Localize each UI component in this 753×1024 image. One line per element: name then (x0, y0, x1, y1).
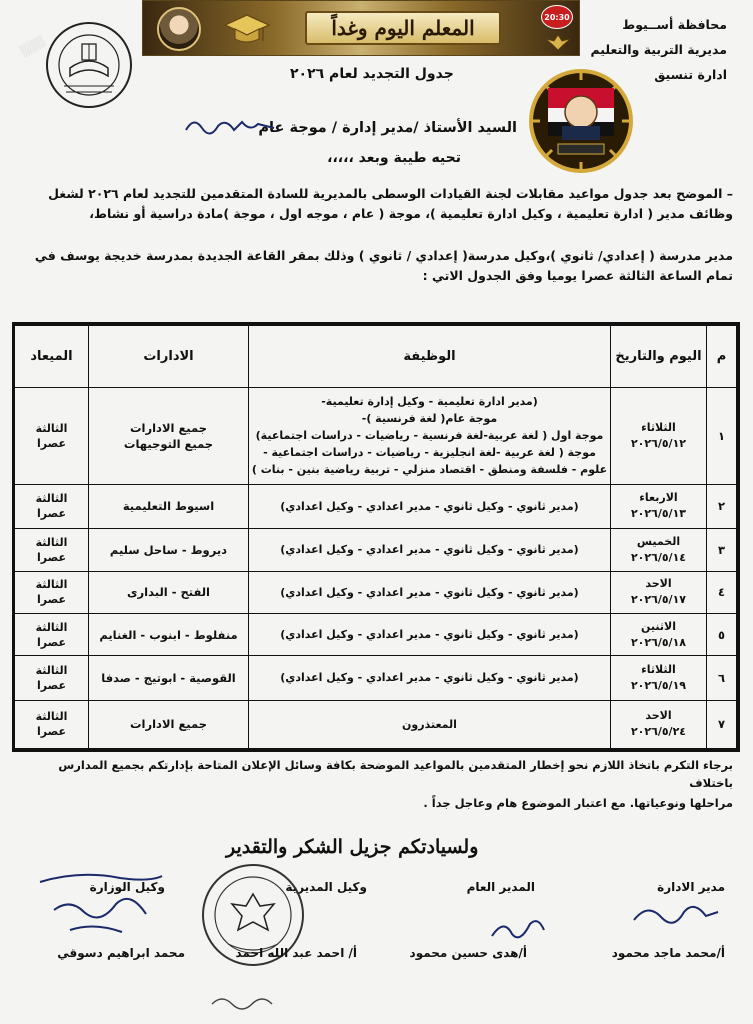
row-job-line: (مدير ثانوي - وكيل ثانوي - مدير اعدادي - وكيل اعدادي) (280, 628, 579, 642)
sig-role-deputy-directorate: وكيل المديرية (285, 880, 367, 894)
handwritten-name-signature (182, 110, 278, 140)
schedule-table (12, 322, 740, 752)
table-row (15, 484, 737, 528)
row-day: الثلاثاء (641, 420, 676, 434)
sig-role-general-director: المدير العام (466, 880, 535, 894)
row-time-line: عصرا (37, 635, 66, 649)
sig-role-admin-director: مدير الادارة (657, 880, 725, 894)
row-admins (89, 613, 249, 655)
row-admins (89, 529, 249, 571)
row-day: الاحد (645, 577, 672, 591)
row-time-line: الثالثة (35, 620, 68, 634)
row-number: ٢ (707, 484, 737, 528)
row-date: ٢٠٢٦/٥/٢٤ (630, 725, 687, 739)
row-job (249, 613, 611, 655)
row-job-line: علوم - فلسفة ومنطق - اقتصاد منزلي - تربية رياضية بنين - بنات ) (251, 463, 608, 477)
row-day: الثلاثاء (641, 662, 676, 676)
table-body (15, 388, 737, 749)
header-num: م (707, 326, 737, 388)
row-job-line: موجة اول ( لغة عربية-لغة فرنسية - رياضيات - دراسات اجتماعية) (255, 429, 604, 443)
salutation: السيد الأستاذ /مدير إدارة / موجة عام (258, 120, 517, 136)
header-time: الميعاد (15, 326, 89, 388)
row-time-line: الثالثة (35, 421, 68, 435)
row-job (249, 388, 611, 485)
row-day-date (611, 700, 707, 748)
row-job-line: (مدير ادارة تعليمية - وكيل إدارة تعليمية- (321, 395, 538, 409)
row-number: ١ (707, 388, 737, 485)
row-day-date (611, 571, 707, 613)
row-day-date (611, 388, 707, 485)
watermark: ▒▒▒ (18, 34, 47, 59)
row-time-line: الثالثة (35, 535, 68, 549)
bottom-scribble (208, 992, 280, 1014)
row-job-line: موجة عام( لغة فرنسية )- (361, 412, 498, 426)
row-time (15, 656, 89, 700)
banner-title: المعلم اليوم وغداً (305, 11, 501, 45)
row-admins (89, 571, 249, 613)
row-admins (89, 656, 249, 700)
row-day-date (611, 484, 707, 528)
table-row (15, 700, 737, 748)
row-number: ٥ (707, 613, 737, 655)
document-title: جدول التجديد لعام ٢٠٢٦ (290, 66, 454, 82)
row-time-line: عصرا (37, 550, 66, 564)
year-badge: 20:30 (541, 5, 573, 29)
table-row (15, 388, 737, 485)
row-day: الاحد (645, 709, 672, 723)
greeting: تحيه طيبة وبعد ،،،،، (327, 150, 461, 166)
row-day: الاربعاء (639, 491, 678, 505)
row-admins (89, 388, 249, 485)
directorate-label: مديرية التربية والتعليم (590, 42, 727, 57)
table-row (15, 529, 737, 571)
row-date: ٢٠٢٦/٥/١٨ (630, 635, 687, 649)
row-admin-line: القوصية - ابوتيج - صدفا (101, 670, 236, 685)
row-time (15, 700, 89, 748)
row-job (249, 484, 611, 528)
banner-avatar (157, 7, 201, 51)
top-banner (142, 0, 580, 56)
eagle-icon (545, 33, 571, 51)
row-admins (89, 484, 249, 528)
row-job-line: (مدير ثانوي - وكيل ثانوي - مدير اعدادي - وكيل اعدادي) (280, 499, 579, 513)
graduation-cap-icon (223, 11, 271, 47)
row-number: ٦ (707, 656, 737, 700)
directorate-seal-icon (44, 20, 134, 110)
closing-line-1: برجاء التكرم باتخاذ اللازم نحو إخطار المتقدمين بالمواعيد الموضحة بكافة وسائل الإعلان المتاحة بإدارتكم بجميع المدارس باختلاف (58, 758, 733, 790)
header-day: اليوم والتاريخ (611, 326, 707, 388)
row-date: ٢٠٢٦/٥/١٧ (630, 593, 687, 607)
row-job (249, 700, 611, 748)
row-day: الخميس (636, 534, 681, 548)
sig-name-admin-director: أ/محمد ماجد محمود (611, 946, 725, 960)
sig-name-deputy-directorate: أ/ احمد عبد الله احمد (235, 946, 357, 960)
row-number: ٣ (707, 529, 737, 571)
row-admin-line: اسيوط التعليمية (122, 499, 215, 514)
row-time-line: عصرا (37, 725, 66, 739)
sig-name-deputy-ministry: محمد ابراهيم دسوقي (57, 946, 185, 960)
header-admins: الادارات (89, 326, 249, 388)
row-admins (89, 700, 249, 748)
intro-paragraph-2: مدير مدرسة ( إعدادي/ ثانوي )،وكيل مدرسة( إعدادي / ثانوي ) وذلك بمقر القاعة الجديدة بمدرسة خديجة يوسف في تمام الساعة الثالثة عصرا يوميا وفق الجدول الاتي : (34, 248, 733, 283)
signature-admin-director (628, 892, 724, 936)
row-time-line: الثالثة (35, 492, 68, 506)
table-row (15, 571, 737, 613)
table-header-row (15, 326, 737, 388)
row-time-line: عصرا (37, 436, 66, 450)
row-time (15, 529, 89, 571)
row-admin-line: جميع التوجيهات (123, 436, 214, 451)
row-job (249, 529, 611, 571)
row-job (249, 571, 611, 613)
row-time-line: الثالثة (35, 578, 68, 592)
row-day-date (611, 613, 707, 655)
row-time-line: عصرا (37, 678, 66, 692)
row-job-line: (مدير ثانوي - وكيل ثانوي - مدير اعدادي - وكيل اعدادي) (280, 671, 579, 685)
row-date: ٢٠٢٦/٥/١٢ (630, 436, 687, 450)
row-admin-line: منفلوط - ابنوب - الغنايم (99, 627, 238, 642)
row-job-line: المعتذرون (402, 717, 457, 731)
table-row (15, 613, 737, 655)
row-time-line: الثالثة (35, 710, 68, 724)
closing-line-2: مراحلها ونوعياتها. مع اعتبار الموضوع هام وعاجل جداً . (423, 796, 733, 810)
row-time-line: عصرا (37, 593, 66, 607)
signature-deputy-ministry (30, 868, 170, 944)
row-job (249, 656, 611, 700)
row-time (15, 571, 89, 613)
row-time (15, 484, 89, 528)
row-time (15, 613, 89, 655)
row-admin-line: ديروط - ساحل سليم (109, 542, 228, 557)
row-day: الاثنين (641, 619, 676, 633)
row-admin-line: الفتح - البدارى (127, 585, 210, 600)
row-job-line: (مدير ثانوي - وكيل ثانوي - مدير اعدادي - وكيل اعدادي) (280, 543, 579, 557)
row-date: ٢٠٢٦/٥/١٤ (630, 550, 687, 564)
row-job-line: موجة ( لغة عربية -لغة انجليزية - رياضيات - دراسات اجتماعية - (263, 446, 596, 460)
admin-label: ادارة تنسيق (654, 67, 727, 82)
row-number: ٧ (707, 700, 737, 748)
thanks-line: ولسيادتكم جزيل الشكر والتقدير (226, 836, 479, 858)
row-date: ٢٠٢٦/٥/١٩ (630, 678, 687, 692)
row-time-line: عصرا (37, 507, 66, 521)
sig-name-general-director: أ/هدى حسين محمود (409, 946, 527, 960)
row-time-line: الثالثة (35, 663, 68, 677)
row-job-line: (مدير ثانوي - وكيل ثانوي - مدير اعدادي - وكيل اعدادي) (280, 585, 579, 599)
header-job: الوظيفة (249, 326, 611, 388)
governorate-label: محافظة أســيوط (622, 17, 727, 32)
table-row (15, 656, 737, 700)
row-date: ٢٠٢٦/٥/١٣ (630, 507, 687, 521)
sig-role-deputy-ministry: وكيل الوزارة (89, 880, 165, 894)
row-number: ٤ (707, 571, 737, 613)
signature-general-director (486, 910, 550, 948)
row-day-date (611, 529, 707, 571)
photo-medallion-icon (528, 68, 634, 174)
intro-paragraph-1: – الموضح بعد جدول مواعيد مقابلات لجنة القيادات الوسطى بالمديرية للسادة المتقدمين للتجديد لعام ٢٠٢٦ لشغل وظائف مدير ( ادارة تعليمية ، وكيل ادارة تعليمية )، موجة ( عام ، موجه اول ، موجة )مادة دراسية أو نشاط، (48, 186, 733, 221)
row-admin-line: جميع الادارات (129, 420, 208, 435)
row-time (15, 388, 89, 485)
row-day-date (611, 656, 707, 700)
row-admin-line: جميع الادارات (129, 717, 208, 732)
